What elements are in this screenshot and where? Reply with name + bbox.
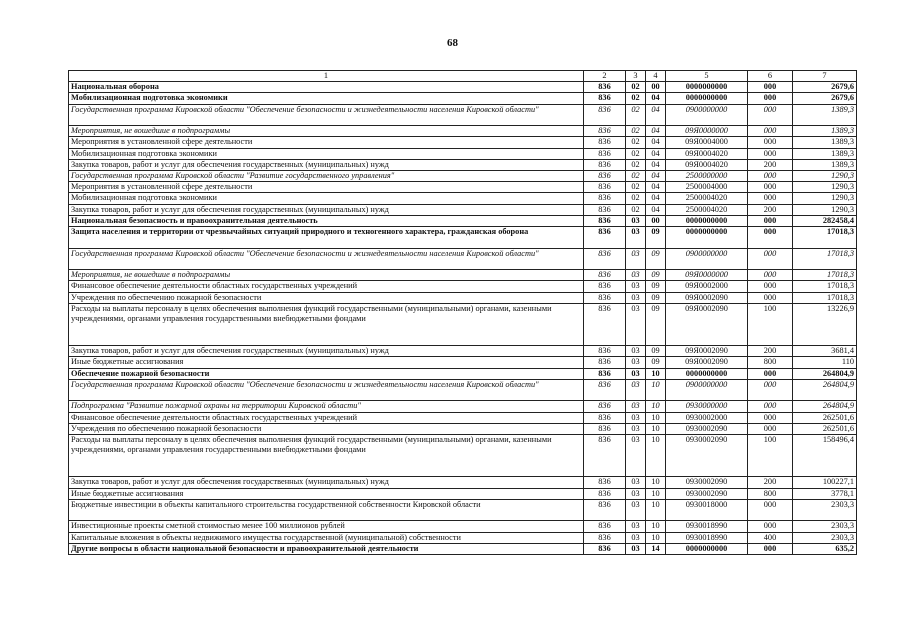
row-expense-type-cell: 000 xyxy=(748,281,793,292)
column-header: 6 xyxy=(748,71,793,82)
row-expense-type-cell: 200 xyxy=(748,346,793,357)
row-amount-cell: 13226,9 xyxy=(793,303,857,345)
row-admin-code-cell: 836 xyxy=(584,368,626,379)
row-admin-code-cell: 836 xyxy=(584,137,626,148)
row-target-article-cell: 09Я0002090 xyxy=(666,346,748,357)
row-section-cell: 03 xyxy=(626,227,646,249)
row-expense-type-cell: 000 xyxy=(748,182,793,193)
row-target-article-cell: 0930000000 xyxy=(666,401,748,412)
table-body xyxy=(69,82,857,555)
row-target-article-cell: 2500004000 xyxy=(666,182,748,193)
row-subsection-cell: 04 xyxy=(646,171,666,182)
table-row xyxy=(69,248,857,270)
row-amount-cell: 17018,3 xyxy=(793,227,857,249)
row-subsection-cell: 09 xyxy=(646,270,666,281)
row-expense-type-cell: 000 xyxy=(748,292,793,303)
row-amount-cell: 110 xyxy=(793,357,857,368)
row-name-cell: Закупка товаров, работ и услуг для обеспечения государственных (муниципальных) нужд xyxy=(69,204,584,215)
table-row xyxy=(69,357,857,368)
row-subsection-cell: 09 xyxy=(646,303,666,345)
row-admin-code-cell: 836 xyxy=(584,435,626,477)
row-name-cell: Закупка товаров, работ и услуг для обеспечения государственных (муниципальных) нужд xyxy=(69,159,584,170)
row-admin-code-cell: 836 xyxy=(584,379,626,401)
row-expense-type-cell: 200 xyxy=(748,159,793,170)
row-target-article-cell: 09Я0002090 xyxy=(666,357,748,368)
row-target-article-cell: 09Я0004020 xyxy=(666,148,748,159)
row-name-cell: Другие вопросы в области национальной безопасности и правоохранительной деятельности xyxy=(69,543,584,554)
row-admin-code-cell: 836 xyxy=(584,159,626,170)
row-amount-cell: 1290,3 xyxy=(793,193,857,204)
table-row xyxy=(69,303,857,345)
row-section-cell: 03 xyxy=(626,423,646,434)
row-admin-code-cell: 836 xyxy=(584,423,626,434)
row-name-cell: Мобилизационная подготовка экономики xyxy=(69,148,584,159)
row-section-cell: 03 xyxy=(626,281,646,292)
row-target-article-cell: 09Я0004020 xyxy=(666,159,748,170)
row-expense-type-cell: 000 xyxy=(748,215,793,226)
row-name-cell: Закупка товаров, работ и услуг для обеспечения государственных (муниципальных) нужд xyxy=(69,346,584,357)
row-amount-cell: 1389,3 xyxy=(793,159,857,170)
row-section-cell: 02 xyxy=(626,159,646,170)
row-name-cell: Государственная программа Кировской области "Развитие государственного управления" xyxy=(69,171,584,182)
row-target-article-cell: 0900000000 xyxy=(666,248,748,270)
row-subsection-cell: 04 xyxy=(646,159,666,170)
row-target-article-cell: 0930018990 xyxy=(666,521,748,532)
row-section-cell: 03 xyxy=(626,521,646,532)
row-expense-type-cell: 000 xyxy=(748,521,793,532)
row-expense-type-cell: 800 xyxy=(748,488,793,499)
row-admin-code-cell: 836 xyxy=(584,412,626,423)
row-subsection-cell: 04 xyxy=(646,193,666,204)
row-expense-type-cell: 000 xyxy=(748,126,793,137)
row-amount-cell: 3681,4 xyxy=(793,346,857,357)
row-subsection-cell: 10 xyxy=(646,412,666,423)
row-name-cell: Расходы на выплаты персоналу в целях обеспечения выполнения функций государственными (муниципальными) органами, казенными учреждениями, органами управления государственными внебюджетными фондами xyxy=(69,303,584,345)
row-amount-cell: 17018,3 xyxy=(793,281,857,292)
row-name-cell: Мероприятия, не вошедшие в подпрограммы xyxy=(69,270,584,281)
row-section-cell: 02 xyxy=(626,182,646,193)
row-name-cell: Иные бюджетные ассигнования xyxy=(69,488,584,499)
row-subsection-cell: 09 xyxy=(646,248,666,270)
row-name-cell: Мероприятия в установленной сфере деятельности xyxy=(69,137,584,148)
row-expense-type-cell: 000 xyxy=(748,82,793,93)
row-name-cell: Учреждения по обеспечению пожарной безопасности xyxy=(69,292,584,303)
row-target-article-cell: 09Я0000000 xyxy=(666,270,748,281)
budget-table xyxy=(68,70,857,555)
row-name-cell: Мероприятия, не вошедшие в подпрограммы xyxy=(69,126,584,137)
row-amount-cell: 1389,3 xyxy=(793,104,857,126)
column-header: 4 xyxy=(646,71,666,82)
table-row xyxy=(69,193,857,204)
table-row xyxy=(69,159,857,170)
row-expense-type-cell: 000 xyxy=(748,193,793,204)
row-admin-code-cell: 836 xyxy=(584,93,626,104)
row-expense-type-cell: 000 xyxy=(748,270,793,281)
row-amount-cell: 2679,6 xyxy=(793,93,857,104)
row-subsection-cell: 14 xyxy=(646,543,666,554)
row-section-cell: 03 xyxy=(626,292,646,303)
row-subsection-cell: 04 xyxy=(646,204,666,215)
row-target-article-cell: 09Я0002090 xyxy=(666,292,748,303)
row-target-article-cell: 09Я0002090 xyxy=(666,303,748,345)
table-row xyxy=(69,93,857,104)
row-amount-cell: 1389,3 xyxy=(793,137,857,148)
table-row xyxy=(69,488,857,499)
row-amount-cell: 262501,6 xyxy=(793,423,857,434)
row-subsection-cell: 10 xyxy=(646,488,666,499)
row-amount-cell: 100227,1 xyxy=(793,477,857,488)
row-expense-type-cell: 000 xyxy=(748,368,793,379)
row-name-cell: Закупка товаров, работ и услуг для обеспечения государственных (муниципальных) нужд xyxy=(69,477,584,488)
row-section-cell: 02 xyxy=(626,137,646,148)
column-header: 5 xyxy=(666,71,748,82)
row-admin-code-cell: 836 xyxy=(584,303,626,345)
row-name-cell: Финансовое обеспечение деятельности областных государственных учреждений xyxy=(69,281,584,292)
row-admin-code-cell: 836 xyxy=(584,488,626,499)
row-amount-cell: 264804,9 xyxy=(793,401,857,412)
row-amount-cell: 1389,3 xyxy=(793,148,857,159)
row-amount-cell: 2303,3 xyxy=(793,499,857,521)
row-section-cell: 02 xyxy=(626,148,646,159)
row-subsection-cell: 04 xyxy=(646,148,666,159)
row-subsection-cell: 04 xyxy=(646,182,666,193)
row-name-cell: Мобилизационная подготовка экономики xyxy=(69,93,584,104)
table-row xyxy=(69,104,857,126)
row-subsection-cell: 10 xyxy=(646,521,666,532)
row-name-cell: Национальная оборона xyxy=(69,82,584,93)
row-admin-code-cell: 836 xyxy=(584,82,626,93)
row-subsection-cell: 10 xyxy=(646,401,666,412)
table-row xyxy=(69,477,857,488)
row-subsection-cell: 10 xyxy=(646,532,666,543)
row-subsection-cell: 10 xyxy=(646,477,666,488)
table-row xyxy=(69,171,857,182)
row-expense-type-cell: 000 xyxy=(748,104,793,126)
row-expense-type-cell: 000 xyxy=(748,227,793,249)
row-name-cell: Учреждения по обеспечению пожарной безопасности xyxy=(69,423,584,434)
row-target-article-cell: 0000000000 xyxy=(666,215,748,226)
row-subsection-cell: 00 xyxy=(646,82,666,93)
row-expense-type-cell: 200 xyxy=(748,204,793,215)
row-subsection-cell: 04 xyxy=(646,93,666,104)
row-expense-type-cell: 000 xyxy=(748,401,793,412)
row-expense-type-cell: 000 xyxy=(748,93,793,104)
row-admin-code-cell: 836 xyxy=(584,182,626,193)
row-amount-cell: 158496,4 xyxy=(793,435,857,477)
row-amount-cell: 2679,6 xyxy=(793,82,857,93)
row-expense-type-cell: 200 xyxy=(748,477,793,488)
table-header-row xyxy=(69,71,857,82)
row-subsection-cell: 10 xyxy=(646,368,666,379)
row-expense-type-cell: 100 xyxy=(748,435,793,477)
row-admin-code-cell: 836 xyxy=(584,543,626,554)
row-amount-cell: 1290,3 xyxy=(793,182,857,193)
table-row xyxy=(69,401,857,412)
row-admin-code-cell: 836 xyxy=(584,477,626,488)
row-target-article-cell: 0930002000 xyxy=(666,412,748,423)
row-name-cell: Расходы на выплаты персоналу в целях обеспечения выполнения функций государственными (муниципальными) органами, казенными учреждениями, органами управления государственными внебюджетными фондами xyxy=(69,435,584,477)
column-header: 2 xyxy=(584,71,626,82)
row-name-cell: Государственная программа Кировской области "Обеспечение безопасности и жизнедеятельности населения Кировской области" xyxy=(69,104,584,126)
row-name-cell: Бюджетные инвестиции в объекты капитального строительства государственной собственности Кировской области xyxy=(69,499,584,521)
row-subsection-cell: 09 xyxy=(646,346,666,357)
row-admin-code-cell: 836 xyxy=(584,204,626,215)
row-expense-type-cell: 400 xyxy=(748,532,793,543)
row-amount-cell: 17018,3 xyxy=(793,270,857,281)
table-row xyxy=(69,543,857,554)
table-row xyxy=(69,499,857,521)
row-name-cell: Национальная безопасность и правоохранительная деятельность xyxy=(69,215,584,226)
row-target-article-cell: 09Я0000000 xyxy=(666,126,748,137)
row-expense-type-cell: 000 xyxy=(748,171,793,182)
row-subsection-cell: 09 xyxy=(646,281,666,292)
row-section-cell: 02 xyxy=(626,93,646,104)
row-subsection-cell: 00 xyxy=(646,215,666,226)
row-admin-code-cell: 836 xyxy=(584,193,626,204)
row-expense-type-cell: 800 xyxy=(748,357,793,368)
row-amount-cell: 17018,3 xyxy=(793,292,857,303)
row-expense-type-cell: 000 xyxy=(748,248,793,270)
row-admin-code-cell: 836 xyxy=(584,215,626,226)
row-target-article-cell: 0930002090 xyxy=(666,488,748,499)
column-header: 1 xyxy=(69,71,584,82)
table-row xyxy=(69,435,857,477)
row-section-cell: 02 xyxy=(626,171,646,182)
row-target-article-cell: 0930018000 xyxy=(666,499,748,521)
row-section-cell: 03 xyxy=(626,488,646,499)
row-section-cell: 03 xyxy=(626,435,646,477)
row-name-cell: Государственная программа Кировской области "Обеспечение безопасности и жизнедеятельности населения Кировской области" xyxy=(69,248,584,270)
row-section-cell: 03 xyxy=(626,357,646,368)
row-amount-cell: 264804,9 xyxy=(793,379,857,401)
row-subsection-cell: 04 xyxy=(646,126,666,137)
row-expense-type-cell: 000 xyxy=(748,543,793,554)
row-admin-code-cell: 836 xyxy=(584,281,626,292)
row-amount-cell: 17018,3 xyxy=(793,248,857,270)
row-subsection-cell: 04 xyxy=(646,104,666,126)
row-name-cell: Инвестиционные проекты сметной стоимостью менее 100 миллионов рублей xyxy=(69,521,584,532)
row-target-article-cell: 0000000000 xyxy=(666,543,748,554)
row-target-article-cell: 0930002090 xyxy=(666,477,748,488)
row-section-cell: 03 xyxy=(626,532,646,543)
column-header: 7 xyxy=(793,71,857,82)
row-amount-cell: 2303,3 xyxy=(793,532,857,543)
row-name-cell: Защита населения и территории от чрезвычайных ситуаций природного и техногенного характера, гражданская оборона xyxy=(69,227,584,249)
page-number: 68 xyxy=(447,37,458,49)
row-section-cell: 03 xyxy=(626,477,646,488)
row-admin-code-cell: 836 xyxy=(584,148,626,159)
table-row xyxy=(69,227,857,249)
row-section-cell: 03 xyxy=(626,499,646,521)
table-row xyxy=(69,182,857,193)
row-section-cell: 03 xyxy=(626,412,646,423)
row-expense-type-cell: 000 xyxy=(748,423,793,434)
row-name-cell: Мероприятия в установленной сфере деятельности xyxy=(69,182,584,193)
table-row xyxy=(69,137,857,148)
table-row xyxy=(69,204,857,215)
row-expense-type-cell: 100 xyxy=(748,303,793,345)
table-row xyxy=(69,148,857,159)
row-target-article-cell: 0000000000 xyxy=(666,82,748,93)
row-expense-type-cell: 000 xyxy=(748,499,793,521)
row-amount-cell: 282458,4 xyxy=(793,215,857,226)
row-name-cell: Финансовое обеспечение деятельности областных государственных учреждений xyxy=(69,412,584,423)
row-admin-code-cell: 836 xyxy=(584,521,626,532)
row-section-cell: 03 xyxy=(626,401,646,412)
row-target-article-cell: 2500000000 xyxy=(666,171,748,182)
row-section-cell: 02 xyxy=(626,204,646,215)
row-section-cell: 03 xyxy=(626,303,646,345)
row-amount-cell: 1290,3 xyxy=(793,204,857,215)
table-row xyxy=(69,82,857,93)
column-header: 3 xyxy=(626,71,646,82)
row-target-article-cell: 0900000000 xyxy=(666,379,748,401)
row-admin-code-cell: 836 xyxy=(584,104,626,126)
row-target-article-cell: 0930018990 xyxy=(666,532,748,543)
row-expense-type-cell: 000 xyxy=(748,379,793,401)
row-name-cell: Мобилизационная подготовка экономики xyxy=(69,193,584,204)
row-expense-type-cell: 000 xyxy=(748,148,793,159)
row-subsection-cell: 10 xyxy=(646,499,666,521)
row-target-article-cell: 0000000000 xyxy=(666,368,748,379)
row-admin-code-cell: 836 xyxy=(584,227,626,249)
row-amount-cell: 635,2 xyxy=(793,543,857,554)
row-section-cell: 03 xyxy=(626,368,646,379)
table-row xyxy=(69,270,857,281)
row-admin-code-cell: 836 xyxy=(584,346,626,357)
row-target-article-cell: 09Я0002000 xyxy=(666,281,748,292)
row-subsection-cell: 09 xyxy=(646,227,666,249)
row-section-cell: 03 xyxy=(626,248,646,270)
table-row xyxy=(69,346,857,357)
row-name-cell: Иные бюджетные ассигнования xyxy=(69,357,584,368)
row-amount-cell: 262501,6 xyxy=(793,412,857,423)
row-section-cell: 03 xyxy=(626,270,646,281)
row-amount-cell: 2303,3 xyxy=(793,521,857,532)
row-section-cell: 02 xyxy=(626,193,646,204)
row-amount-cell: 1389,3 xyxy=(793,126,857,137)
row-amount-cell: 1290,3 xyxy=(793,171,857,182)
row-section-cell: 03 xyxy=(626,346,646,357)
row-target-article-cell: 0000000000 xyxy=(666,93,748,104)
row-section-cell: 03 xyxy=(626,379,646,401)
row-admin-code-cell: 836 xyxy=(584,171,626,182)
row-name-cell: Обеспечение пожарной безопасности xyxy=(69,368,584,379)
table-row xyxy=(69,532,857,543)
table-row xyxy=(69,379,857,401)
row-target-article-cell: 0900000000 xyxy=(666,104,748,126)
table-row xyxy=(69,292,857,303)
row-target-article-cell: 2500004020 xyxy=(666,204,748,215)
row-admin-code-cell: 836 xyxy=(584,499,626,521)
row-target-article-cell: 0930002090 xyxy=(666,423,748,434)
row-section-cell: 03 xyxy=(626,215,646,226)
row-expense-type-cell: 000 xyxy=(748,137,793,148)
row-admin-code-cell: 836 xyxy=(584,401,626,412)
row-subsection-cell: 10 xyxy=(646,379,666,401)
table-row xyxy=(69,368,857,379)
row-subsection-cell: 04 xyxy=(646,137,666,148)
table-row xyxy=(69,215,857,226)
row-admin-code-cell: 836 xyxy=(584,126,626,137)
table-row xyxy=(69,126,857,137)
row-admin-code-cell: 836 xyxy=(584,292,626,303)
table-row xyxy=(69,412,857,423)
table-row xyxy=(69,521,857,532)
row-admin-code-cell: 836 xyxy=(584,357,626,368)
row-subsection-cell: 10 xyxy=(646,435,666,477)
row-section-cell: 02 xyxy=(626,104,646,126)
row-subsection-cell: 10 xyxy=(646,423,666,434)
row-name-cell: Капитальные вложения в объекты недвижимого имущества государственной (муниципальной) собственности xyxy=(69,532,584,543)
row-admin-code-cell: 836 xyxy=(584,532,626,543)
row-expense-type-cell: 000 xyxy=(748,412,793,423)
row-section-cell: 03 xyxy=(626,543,646,554)
row-name-cell: Государственная программа Кировской области "Обеспечение безопасности и жизнедеятельности населения Кировской области" xyxy=(69,379,584,401)
row-target-article-cell: 09Я0004000 xyxy=(666,137,748,148)
row-section-cell: 02 xyxy=(626,82,646,93)
table-row xyxy=(69,423,857,434)
row-name-cell: Подпрограмма "Развитие пожарной охраны на территории Кировской области" xyxy=(69,401,584,412)
row-amount-cell: 3778,1 xyxy=(793,488,857,499)
row-target-article-cell: 0000000000 xyxy=(666,227,748,249)
row-admin-code-cell: 836 xyxy=(584,248,626,270)
row-section-cell: 02 xyxy=(626,126,646,137)
row-subsection-cell: 09 xyxy=(646,357,666,368)
table-row xyxy=(69,281,857,292)
row-target-article-cell: 0930002090 xyxy=(666,435,748,477)
row-admin-code-cell: 836 xyxy=(584,270,626,281)
row-amount-cell: 264804,9 xyxy=(793,368,857,379)
row-target-article-cell: 2500004020 xyxy=(666,193,748,204)
row-subsection-cell: 09 xyxy=(646,292,666,303)
